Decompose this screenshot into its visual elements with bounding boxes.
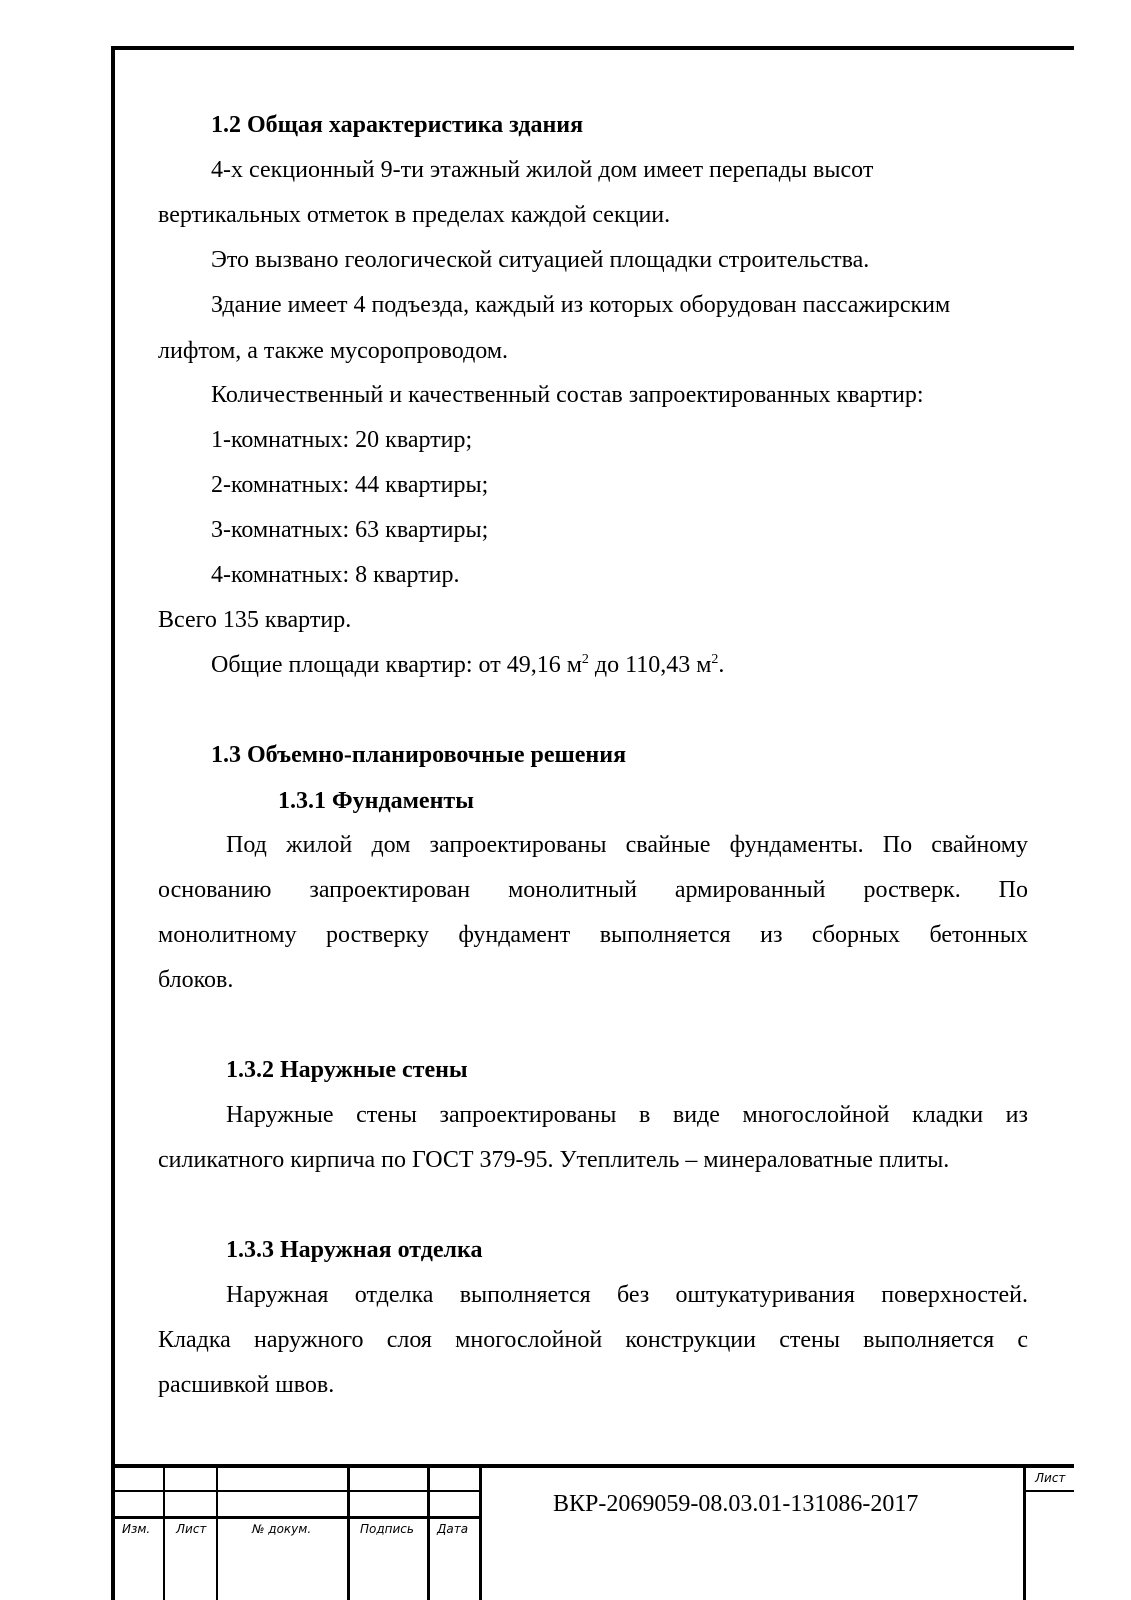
document-code: ВКР-2069059-08.03.01-131086-2017 [553, 1491, 919, 1517]
list-item: 4-комнатных: 8 квартир. [211, 562, 460, 588]
title-block-col-line [347, 1464, 350, 1600]
col-label-izm: Изм. [122, 1522, 151, 1536]
title-block-col-line [1023, 1464, 1026, 1600]
heading-1-3-3: 1.3.3 Наружная отделка [226, 1237, 483, 1263]
list-item: 1-комнатных: 20 квартир; [211, 427, 473, 453]
sheet-cell-line [1025, 1490, 1074, 1492]
title-block-row-line [111, 1516, 481, 1519]
paragraph-line: Это вызвано геологической ситуацией площадки строительства. [211, 247, 870, 273]
paragraph-line: основанию запроектирован монолитный армированный ростверк. По [158, 877, 1028, 903]
paragraph-line: Количественный и качественный состав запроектированных квартир: [211, 382, 924, 408]
paragraph-line: расшивкой швов. [158, 1372, 335, 1398]
paragraph-line: монолитному ростверку фундамент выполняется из сборных бетонных [158, 922, 1028, 948]
paragraph-line: 4-х секционный 9-ти этажный жилой дом имеет перепады высот [211, 157, 874, 183]
title-block-top-line [111, 1464, 1074, 1468]
title-block-row-line [111, 1490, 481, 1492]
title-block-col-line [216, 1464, 218, 1600]
col-label-doc: № докум. [252, 1522, 312, 1536]
paragraph-line: лифтом, а также мусоропроводом. [158, 338, 509, 364]
col-label-sign: Подпись [360, 1522, 414, 1536]
paragraph-line: Наружная отделка выполняется без оштукатуривания поверхностей. [226, 1282, 1028, 1308]
page-frame [111, 46, 1074, 1600]
list-item: 2-комнатных: 44 квартиры; [211, 472, 489, 498]
paragraph-line: Кладка наружного слоя многослойной конструкции стены выполняется с [158, 1327, 1028, 1353]
col-label-list: Лист [176, 1522, 207, 1536]
area-end: . [718, 652, 725, 678]
total-line: Всего 135 квартир. [158, 607, 352, 633]
title-block-col-line [427, 1464, 430, 1600]
paragraph-line: силикатного кирпича по ГОСТ 379-95. Утеплитель – минераловатные плиты. [158, 1147, 950, 1173]
paragraph-line: блоков. [158, 967, 234, 993]
list-item: 3-комнатных: 63 квартиры; [211, 517, 489, 543]
heading-1-3: 1.3 Объемно-планировочные решения [211, 742, 627, 768]
area-sup-1: 2 [581, 652, 589, 667]
area-sup-2: 2 [711, 652, 719, 667]
area-prefix: Общие площади квартир: от 49,16 м [211, 652, 582, 678]
heading-1-3-1: 1.3.1 Фундаменты [278, 788, 474, 814]
paragraph-line: вертикальных отметок в пределах каждой секции. [158, 202, 671, 228]
title-block-col-line [479, 1464, 482, 1600]
paragraph-line: Наружные стены запроектированы в виде многослойной кладки из [226, 1102, 1028, 1128]
col-label-date: Дата [437, 1522, 469, 1536]
heading-1-3-2: 1.3.2 Наружные стены [226, 1057, 468, 1083]
paragraph-line: Под жилой дом запроектированы свайные фундаменты. По свайному [226, 832, 1028, 858]
area-mid: до 110,43 м [588, 652, 712, 678]
sheet-label: Лист [1035, 1471, 1066, 1485]
heading-1-2: 1.2 Общая характеристика здания [211, 112, 584, 138]
title-block-col-line [163, 1464, 165, 1600]
paragraph-line: Здание имеет 4 подъезда, каждый из которых оборудован пассажирским [211, 292, 951, 318]
area-line [211, 650, 724, 680]
